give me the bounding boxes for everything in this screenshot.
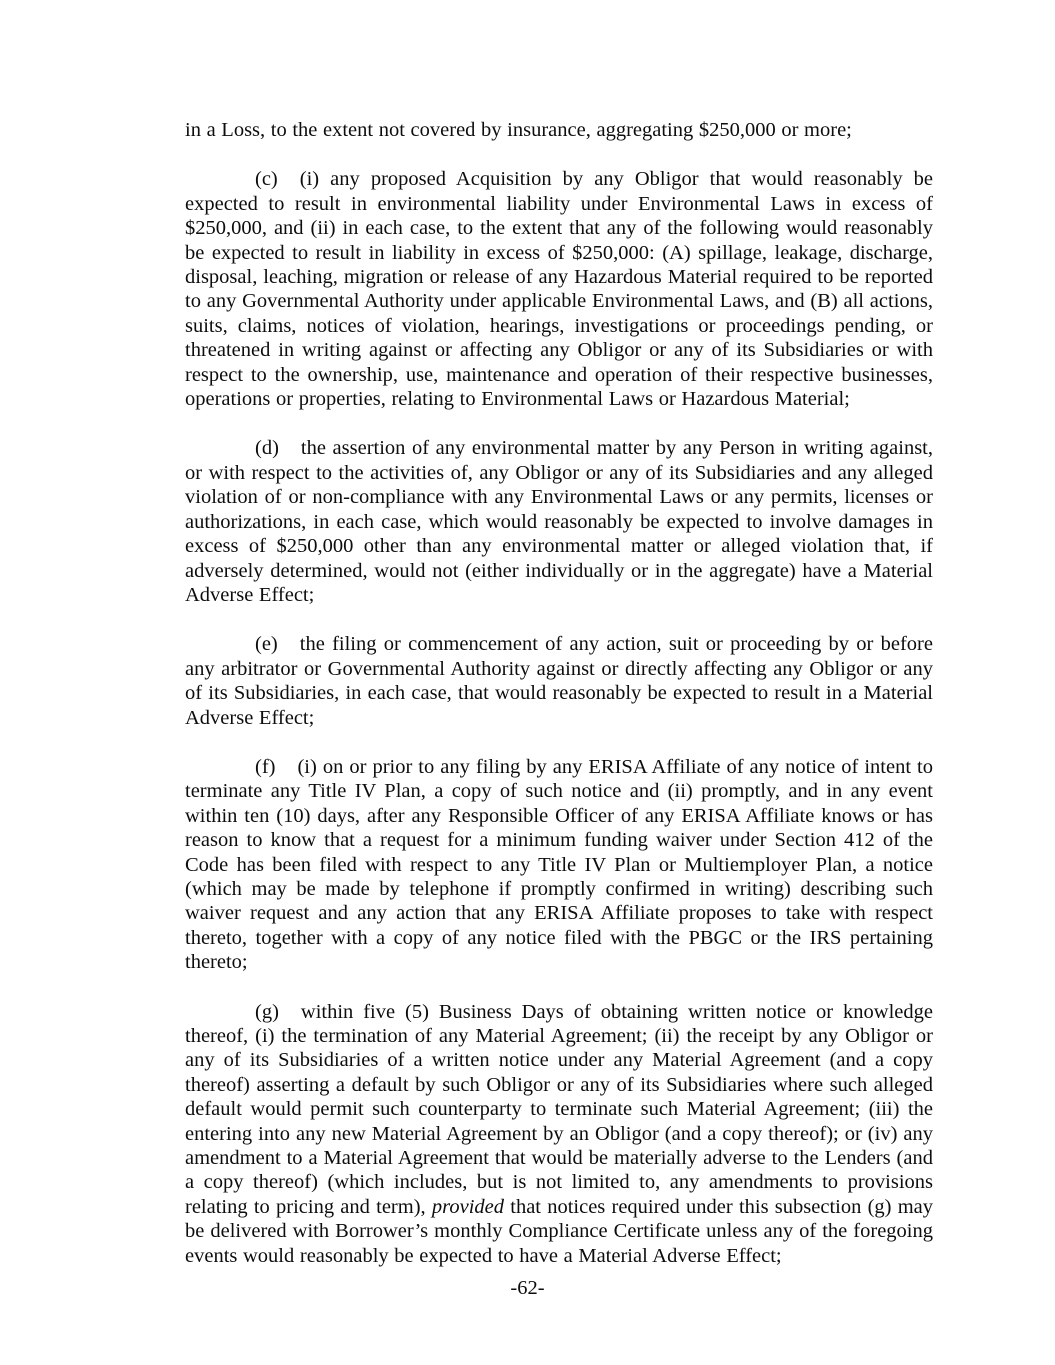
paragraph-text: the filing or commencement of any action, suit or proceeding by or before any arbitrator or Governmental Authority against or directly affecting any Obligor or any of its Subsidiaries, in each case, that would reasonably be expected to result in a Material Adverse Effect; (185, 633, 933, 729)
paragraph-d (185, 436, 933, 607)
paragraph-label: (d) (255, 437, 279, 460)
paragraph-text: within five (5) Business Days of obtaining written notice or knowledge thereof, (i) the termination of any Material Agreement; (ii) the receipt by any Obligor or any of its Subsidiaries of a written notice under any Material Agreement (and a copy thereof) asserting a default by such Obligor or any of its Subsidiaries where such alleged default would permit such counterparty to terminate such Material Agreement; (iii) the entering into any new Material Agreement by an Obligor (and a copy thereof); or (iv) any amendment to a Material Agreement that would be materially adverse to the Lenders (and a copy thereof) (which includes, but is not limited to, any amendments to provisions relating to pricing and term), (185, 1000, 933, 1218)
paragraph-continuation (185, 118, 933, 142)
paragraph-f (185, 755, 933, 975)
paragraph-label: (f) (255, 755, 276, 778)
paragraph-e (185, 632, 933, 730)
paragraph-text-italic: provided (431, 1195, 505, 1218)
paragraph-label: (g) (255, 1000, 279, 1023)
paragraph-label: (c) (255, 168, 278, 191)
paragraph-g (185, 1000, 933, 1268)
paragraph-text: in a Loss, to the extent not covered by insurance, aggregating $250,000 or more; (185, 119, 852, 141)
paragraph-text: (i) any proposed Acquisition by any Obligor that would reasonably be expected to result in environmental liability under Environmental Laws in excess of $250,000, and (ii) in each case, to the extent that any of the following would reasonably be expected to result in liability in excess of $250,000: (A) spillage, leakage, discharge, disposal, leaching, migration or release of any Hazardous Material required to be reported to any Governmental Authority under applicable Environmental Laws, and (B) all actions, suits, claims, notices of violation, hearings, investigations or proceedings pending, or threatened in writing against or affecting any Obligor or any of its Subsidiaries or with respect to the ownership, use, maintenance and operation of their respective businesses, operations or properties, relating to Environmental Laws or Hazardous Material; (185, 168, 933, 411)
page-number: -62- (510, 1277, 545, 1299)
paragraph-text: that notices required under this subsection (g) may be delivered with Borrower’s monthly Compliance Certificate unless any of the foregoing events would reasonably be expected to have a Material Adverse Effect; (185, 1195, 933, 1267)
paragraph-c (185, 167, 933, 411)
paragraph-text: the assertion of any environmental matter by any Person in writing against, or with respect to the activities of, any Obligor or any of its Subsidiaries and any alleged violation of or non-compliance with any Environmental Laws or any permits, licenses or authorizations, in each case, which would reasonably be expected to involve damages in excess of $250,000 other than any environmental matter or alleged violation that, if adversely determined, would not (either individually or in the aggregate) have a Material Adverse Effect; (185, 437, 933, 606)
text-block (185, 118, 933, 1293)
paragraph-label: (e) (255, 633, 278, 656)
paragraph-text: (i) on or prior to any filing by any ERISA Affiliate of any notice of intent to terminate any Title IV Plan, a copy of such notice and (ii) promptly, and in any event within ten (10) days, after any Responsible Officer of any ERISA Affiliate knows or has reason to know that a request for a minimum funding waiver under Section 412 of the Code has been filed with respect to any Title IV Plan or Multiemployer Plan, a notice (which may be made by telephone if promptly confirmed in writing) describing such waiver request and any action that any ERISA Affiliate proposes to take with respect thereto, together with a copy of any notice filed with the PBGC or the IRS pertaining thereto; (185, 755, 933, 974)
